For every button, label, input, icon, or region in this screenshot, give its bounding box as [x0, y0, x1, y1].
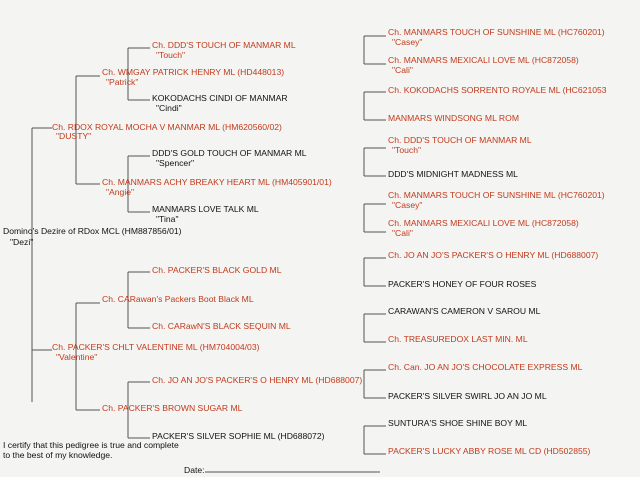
certification-line-1: I certify that this pedigree is true and complete [3, 440, 179, 450]
g4-1-name: Ch. MANMARS TOUCH OF SUNSHINE ML (HC760201) [388, 27, 605, 37]
sire-dam-name: Ch. MANMARS ACHY BREAKY HEART ML (HM405901/01) [102, 177, 332, 187]
sire-name: Ch. RDOX ROYAL MOCHA V MANMAR ML (HM620560/02) [52, 122, 282, 132]
g3-1-name: Ch. DDD'S TOUCH OF MANMAR ML [152, 40, 296, 50]
dam-sire-name: Ch. CARawan's Packers Boot Black ML [102, 294, 254, 304]
g4-14-name: PACKER'S SILVER SWIRL JO AN JO ML [388, 391, 547, 401]
g4-10-name: PACKER'S HONEY OF FOUR ROSES [388, 279, 537, 289]
g4-2-call-name: "Cali" [392, 65, 413, 75]
dam-dam-name: Ch. PACKER'S BROWN SUGAR ML [102, 403, 243, 413]
g4-7-call-name: "Casey" [392, 200, 423, 210]
g3-7-name: Ch. JO AN JO'S PACKER'S O HENRY ML (HD688007) [152, 375, 363, 385]
sire-sire-call-name: "Patrick" [106, 77, 139, 87]
g4-7-name: Ch. MANMARS TOUCH OF SUNSHINE ML (HC760201) [388, 190, 605, 200]
g4-5-name: Ch. DDD'S TOUCH OF MANMAR ML [388, 135, 532, 145]
g4-8-name: Ch. MANMARS MEXICALI LOVE ML (HC872058) [388, 218, 579, 228]
g4-5-call-name: "Touch" [392, 145, 422, 155]
g4-16-name: PACKER'S LUCKY ABBY ROSE ML CD (HD502855) [388, 446, 591, 456]
g3-2-call-name: "Cindi" [156, 103, 182, 113]
date-label: Date: [184, 465, 205, 475]
g4-13-name: Ch. Can. JO AN JO'S CHOCOLATE EXPRESS ML [388, 362, 583, 372]
g3-5-name: Ch. PACKER'S BLACK GOLD ML [152, 265, 282, 275]
subject-call-name: "Dezi" [10, 237, 34, 247]
g3-8-name: PACKER'S SILVER SOPHIE ML (HD688072) [152, 431, 325, 441]
g3-6-name: Ch. CARawN'S BLACK SEQUIN ML [152, 321, 291, 331]
sire-sire-name: Ch. WMGAY PATRICK HENRY ML (HD448013) [102, 67, 285, 77]
g4-15-name: SUNTURA'S SHOE SHINE BOY ML [388, 418, 528, 428]
g4-1-call-name: "Casey" [392, 37, 423, 47]
g4-3-name: Ch. KOKODACHS SORRENTO ROYALE ML (HC621053 [388, 85, 607, 95]
g4-9-name: Ch. JO AN JO'S PACKER'S O HENRY ML (HD688007) [388, 250, 599, 260]
g4-2-name: Ch. MANMARS MEXICALI LOVE ML (HC872058) [388, 55, 579, 65]
g4-4-name: MANMARS WINDSONG ML ROM [388, 113, 519, 123]
dam-call-name: "Valentine" [56, 352, 98, 362]
g3-4-call-name: "Tina" [156, 214, 179, 224]
subject-name: Domino's Dezire of RDox MCL (HM887856/01) [3, 226, 182, 236]
g4-11-name: CARAWAN'S CAMERON V SAROU ML [388, 306, 541, 316]
g3-4-name: MANMARS LOVE TALK ML [152, 204, 259, 214]
g4-6-name: DDD'S MIDNIGHT MADNESS ML [388, 169, 518, 179]
g3-2-name: KOKODACHS CINDI OF MANMAR [152, 93, 288, 103]
g3-3-name: DDD'S GOLD TOUCH OF MANMAR ML [152, 148, 307, 158]
g3-3-call-name: "Spencer" [156, 158, 195, 168]
sire-call-name: "DUSTY" [56, 131, 92, 141]
dam-name: Ch. PACKER'S CHLT VALENTINE ML (HM704004/03) [52, 342, 260, 352]
certification-line-2: to the best of my knowledge. [3, 450, 113, 460]
g4-12-name: Ch. TREASUREDOX LAST MIN. ML [388, 334, 528, 344]
sire-dam-call-name: "Angie" [106, 187, 135, 197]
g4-8-call-name: "Cali" [392, 228, 413, 238]
g3-1-call-name: "Touch" [156, 50, 186, 60]
